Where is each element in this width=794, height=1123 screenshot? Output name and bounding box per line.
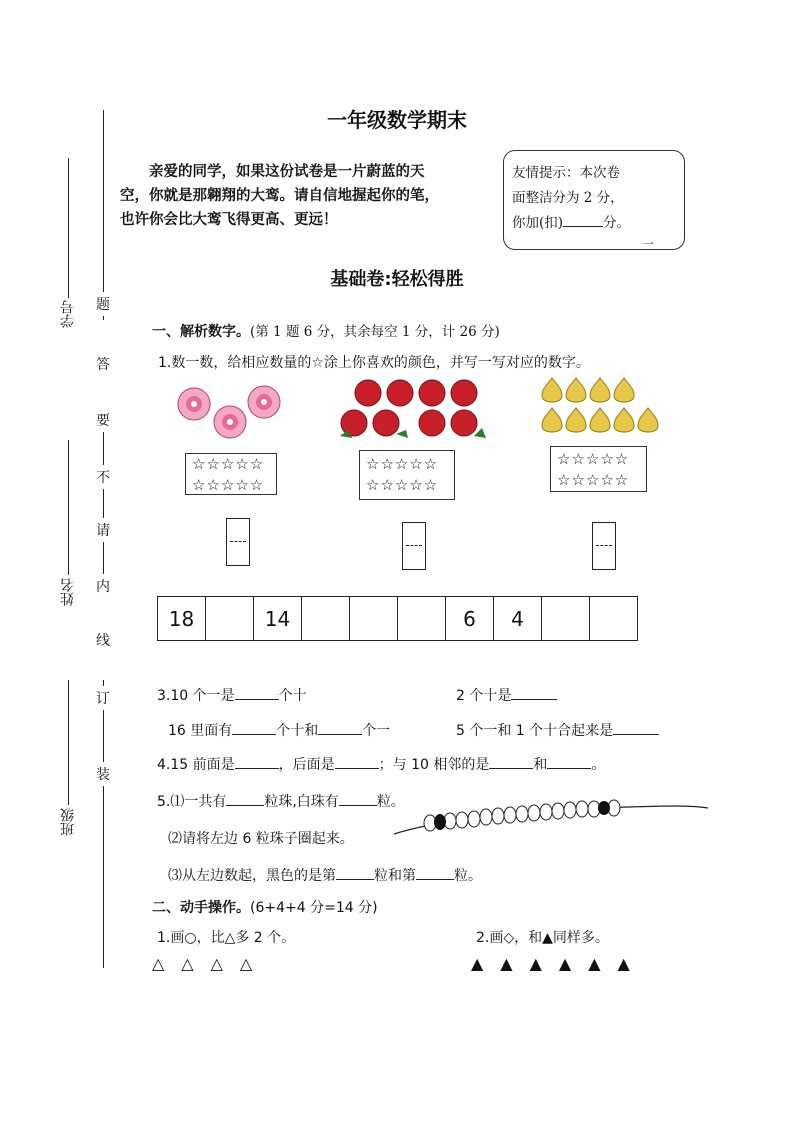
name-label: 姓名 xyxy=(60,578,76,606)
section2-question-1: 1.画○，比△多 2 个。 xyxy=(157,930,296,946)
digit-box-3[interactable] xyxy=(592,522,616,570)
question-3c xyxy=(168,720,390,740)
q5-3-blank-2[interactable] xyxy=(416,879,454,880)
star-box-3[interactable] xyxy=(550,446,647,492)
pear-6 xyxy=(566,408,586,432)
seal-char-4: 不 xyxy=(96,465,110,489)
pears-picture xyxy=(538,374,668,438)
question-3d xyxy=(456,720,659,740)
q3b-blank[interactable] xyxy=(511,699,557,700)
bead-white xyxy=(576,801,588,817)
q5-1-blank-1[interactable] xyxy=(226,805,264,806)
flower-2 xyxy=(248,386,280,418)
rose-3 xyxy=(419,380,445,406)
seal-char-7: 线 xyxy=(96,628,110,652)
q3d-prefix: 5 个一和 1 个十合起来是 xyxy=(456,723,614,739)
q3b-prefix: 2 个十是 xyxy=(456,688,512,704)
bead-white xyxy=(468,811,480,827)
tip-line-3-suffix: 分。 xyxy=(603,215,631,231)
bead-white xyxy=(528,805,540,821)
section1-title: 一、解析数字。 xyxy=(152,324,250,340)
q4-part-1: 4.15 前面是 xyxy=(157,757,235,773)
q5-3-blank-1[interactable] xyxy=(336,879,374,880)
q5-3-part-3: 粒。 xyxy=(454,868,482,884)
margin-line-bottom xyxy=(103,680,104,968)
section2-question-2: 2.画◇，和▲同样多。 xyxy=(476,930,609,946)
star-box-2[interactable] xyxy=(359,450,455,500)
q5-1-part-1: 5.⑴一共有 xyxy=(157,794,227,810)
pear-4 xyxy=(614,378,634,402)
section-subtitle: 基础卷:轻松得胜 xyxy=(330,269,464,290)
tip-line-3 xyxy=(512,211,676,236)
star-row: ☆☆☆☆☆ xyxy=(557,450,630,468)
q4-blank-2[interactable] xyxy=(335,768,379,769)
question-5-2: ⑵请将左边 6 粒珠子圈起来。 xyxy=(168,831,354,847)
seal-char-1: 题 xyxy=(96,292,110,316)
pear-7 xyxy=(590,408,610,432)
star-row: ☆☆☆☆☆ xyxy=(366,476,439,494)
question-3a xyxy=(157,685,307,705)
q5-3-part-2: 粒和第 xyxy=(374,868,416,884)
rose-2 xyxy=(387,380,413,406)
question-5-1 xyxy=(157,791,405,811)
bead-white xyxy=(516,806,528,822)
seal-char-6: 内 xyxy=(96,574,110,598)
star-row: ☆☆☆☆☆ xyxy=(192,455,265,473)
pear-1 xyxy=(542,378,562,402)
student-no-label: 学号 xyxy=(60,300,76,328)
q3c-mid: 个十和 xyxy=(276,723,319,739)
q3c-blank-1[interactable] xyxy=(232,734,276,735)
q5-3-part-1: ⑶从左边数起，黑色的是第 xyxy=(168,868,336,884)
q3a-suffix: 个十 xyxy=(278,688,307,704)
seal-char-5: 请 xyxy=(96,518,110,542)
digit-box-1[interactable] xyxy=(226,518,250,566)
pear-3 xyxy=(590,378,610,402)
q5-1-part-2: 粒珠,白珠有 xyxy=(264,794,339,810)
section2-heading xyxy=(152,897,378,917)
section2-score-note: (6+4+4 分=14 分) xyxy=(250,900,378,916)
section1-score-note: (第 1 题 6 分，其余每空 1 分，计 26 分) xyxy=(250,324,500,340)
page-title: 一年级数学期末 xyxy=(327,108,467,132)
tip-line-2: 面整洁分为 2 分， xyxy=(512,190,624,206)
q4-blank-1[interactable] xyxy=(235,768,279,769)
rose-7 xyxy=(419,410,445,436)
flower-1 xyxy=(178,388,210,420)
name-line xyxy=(68,440,69,575)
intro-paragraph: 亲爱的同学，如果这份试卷是一片蔚蓝的天空，你就是那翱翔的大鸾。请自信地握起你的笔，也许你会比大鸾飞得更高、更远！ xyxy=(120,164,439,228)
number-cell: 14 xyxy=(254,597,302,641)
bead-white xyxy=(564,802,576,818)
number-cell-blank[interactable] xyxy=(302,597,350,641)
digit-box-2[interactable] xyxy=(402,522,426,570)
number-cell: 18 xyxy=(158,597,206,641)
q3c-suffix: 个一 xyxy=(362,723,391,739)
rose-5 xyxy=(341,410,367,436)
white-triangles: △△△△ xyxy=(152,954,270,973)
q5-1-blank-2[interactable] xyxy=(339,805,377,806)
bead-white xyxy=(492,808,504,824)
seal-char-9: 装 xyxy=(96,762,110,786)
pear-9 xyxy=(638,408,658,432)
q3d-blank[interactable] xyxy=(613,734,659,735)
q3a-blank[interactable] xyxy=(235,699,279,700)
flowers-picture xyxy=(176,382,286,442)
number-cell-blank[interactable] xyxy=(206,597,254,641)
star-row: ☆☆☆☆☆ xyxy=(192,476,265,494)
star-box-1[interactable] xyxy=(185,453,277,495)
pear-8 xyxy=(614,408,634,432)
number-sequence-table xyxy=(157,596,638,641)
class-label: 班级 xyxy=(60,808,76,836)
section2-title: 二、动手操作。 xyxy=(152,900,250,916)
number-cell-blank[interactable] xyxy=(542,597,590,641)
q5-1-part-3: 粒。 xyxy=(376,794,405,810)
seal-char-8: 订 xyxy=(96,686,110,710)
star-row: ☆☆☆☆☆ xyxy=(557,471,630,489)
q3c-blank-2[interactable] xyxy=(318,734,362,735)
question-3b xyxy=(456,685,557,705)
margin-line-middle xyxy=(103,425,104,590)
number-cell: 4 xyxy=(494,597,542,641)
q3c-prefix: 16 里面有 xyxy=(168,723,233,739)
q4-blank-3[interactable] xyxy=(489,768,533,769)
tip-mark: 一 xyxy=(641,237,654,251)
rose-4 xyxy=(451,380,477,406)
q4-part-4: 和 xyxy=(533,757,548,773)
tip-score-blank[interactable] xyxy=(563,226,603,227)
bead-black xyxy=(434,814,446,830)
black-triangles: ▲▲▲▲▲▲ xyxy=(471,954,647,973)
bead-white xyxy=(540,804,552,820)
number-cell-blank[interactable] xyxy=(590,597,638,641)
q4-part-3: ；与 10 相邻的是 xyxy=(378,757,490,773)
tip-line-1: 友情提示：本次卷 xyxy=(512,165,620,181)
bead-black xyxy=(598,801,610,815)
beads-picture[interactable] xyxy=(392,790,712,840)
rose-6 xyxy=(373,410,399,436)
star-row: ☆☆☆☆☆ xyxy=(366,455,439,473)
q4-part-2: ，后面是 xyxy=(278,757,335,773)
flower-3 xyxy=(214,406,246,438)
roses-picture xyxy=(334,376,490,440)
number-cell-blank[interactable] xyxy=(398,597,446,641)
number-cell-blank[interactable] xyxy=(350,597,398,641)
section1-heading xyxy=(152,320,500,341)
tip-box xyxy=(503,150,685,250)
q4-blank-4[interactable] xyxy=(547,768,591,769)
tip-line-3-prefix: 你加(扣) xyxy=(512,215,564,231)
bead-white xyxy=(552,803,564,819)
bead-white xyxy=(504,807,516,823)
q3a-prefix: 3.10 个一是 xyxy=(157,688,235,704)
bead-white xyxy=(456,812,468,828)
q4-part-5: 。 xyxy=(591,757,606,773)
seal-char-3: 要 xyxy=(96,408,110,432)
number-cell: 6 xyxy=(446,597,494,641)
question-4 xyxy=(157,754,605,774)
question-5-3 xyxy=(168,865,482,885)
rose-1 xyxy=(355,380,381,406)
seal-char-2: 答 xyxy=(96,352,110,376)
pear-2 xyxy=(566,378,586,402)
bead-white xyxy=(480,809,492,825)
pear-5 xyxy=(542,408,562,432)
question-1: 1.数一数，给相应数量的☆涂上你喜欢的颜色，并写一写对应的数字。 xyxy=(158,355,590,371)
rose-8 xyxy=(451,410,477,436)
class-line xyxy=(68,680,69,805)
